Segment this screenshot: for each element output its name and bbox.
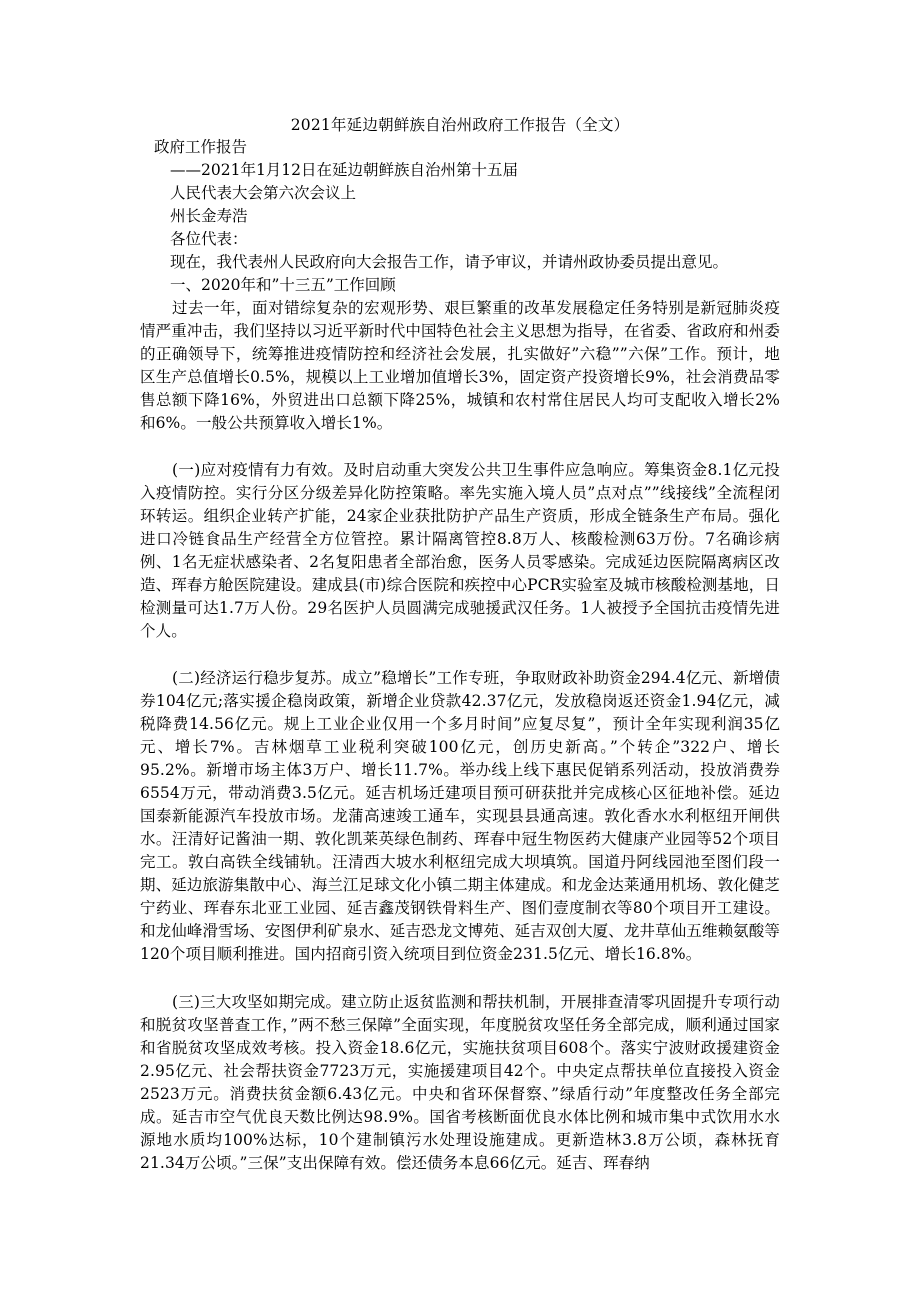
paragraph-overview: 过去一年，面对错综复杂的宏观形势、艰巨繁重的改革发展稳定任务特别是新冠肺炎疫情严重冲击，我们坚持以习近平新时代中国特色社会主义思想为指导，在省委、省政府和州委的正确领导下，统筹推进疫情防控和经济社会发展，扎实做好”六稳””六保”工作。预计，地区生产总值增长0.5%，规模以上工业增加值增长3%，固定资产投资增长9%，社会消费品零售总额下降16%，外贸进出口总额下降25%，城镇和农村常住居民人均可支配收入增长2%和6%。一般公共预算收入增长1%。 xyxy=(140,299,780,432)
section-heading: 一、2020年和”十三五”工作回顾 xyxy=(170,276,396,294)
paragraph-three-battles: (三)三大攻坚如期完成。建立防止返贫监测和帮扶机制，开展排查清零巩固提升专项行动和脱贫攻坚普查工作，”两不愁三保障”全面实现，年度脱贫攻坚任务全部完成，顺利通过国家和省脱贫攻坚成效考核。投入资金18.6亿元，实施扶贫项目608个。落实宁波财政援建资金2.95亿元、社会帮扶资金7723万元，实施援建项目42个。中央定点帮扶单位直接投入资金2523万元。消费扶贫金额6.43亿元。中央和省环保督察、”绿盾行动”年度整改任务全部完成。延吉市空气优良天数比例达98.9%。国省考核断面优良水体比例和城市集中式饮用水水源地水质均100%达标，10个建制镇污水处理设施建成。更新造林3.8万公顷，森林抚育21.34万公顷。”三保”支出保障有效。偿还债务本息66亿元。延吉、珲春纳 xyxy=(140,993,780,1172)
document-title: 2021年延边朝鲜族自治州政府工作报告（全文） xyxy=(290,116,630,134)
intro-paragraph: 现在，我代表州人民政府向大会报告工作，请予审议，并请州政协委员提出意见。 xyxy=(170,253,729,271)
salutation: 各位代表： xyxy=(170,230,248,248)
report-heading: 政府工作报告 xyxy=(154,138,248,156)
paragraph-economic-recovery: (二)经济运行稳步复苏。成立”稳增长”工作专班，争取财政补助资金294.4亿元、新增债券104亿元;落实援企稳岗政策，新增企业贷款42.37亿元，发放稳岗返还资金1.94亿元，减税降费14.56亿元。规上工业企业仅用一个多月时间”应复尽复”，预计全年实现利润35亿元、增长7%。吉林烟草工业税利突破100亿元，创历史新高。”个转企”322户、增长95.2%。新增市场主体3万户、增长11.7%。举办线上线下惠民促销系列活动，投放消费券6554万元，带动消费3.5亿元。延吉机场迁建项目预可研获批并完成核心区征地补偿。延边国泰新能源汽车投放市场。龙蒲高速竣工通车，实现县县通高速。敦化香水水利枢纽开闸供水。汪清好记酱油一期、敦化凯莱英绿色制药、珲春中冠生物医药大健康产业园等52个项目完工。敦白高铁全线铺轨。汪清西大坡水利枢纽完成大坝填筑。国道丹阿线园池至图们段一期、延边旅游集散中心、海兰江足球文化小镇二期主体建成。和龙金达莱通用机场、敦化健芝宁药业、珲春东北亚工业园、延吉鑫茂钢铁骨料生产、图们壹度制衣等80个项目开工建设。和龙仙峰滑雪场、安图伊利矿泉水、延吉恐龙文博苑、延吉双创大厦、龙井草仙五维赖氨酸等120个项目顺利推进。国内招商引资入统项目到位资金231.5亿元、增长16.8%。 xyxy=(140,669,780,963)
paragraph-epidemic-response: (一)应对疫情有力有效。及时启动重大突发公共卫生事件应急响应。筹集资金8.1亿元投入疫情防控。实行分区分级差异化防控策略。率先实施入境人员”点对点””线接线”全流程闭环转运。组织企业转产扩能，24家企业获批防护产品生产资质，形成全链条生产布局。强化进口冷链食品生产经营全方位管控。累计隔离管控8.8万人、核酸检测63万份。7名确诊病例、1名无症状感染者、2名复阳患者全部治愈，医务人员零感染。完成延边医院隔离病区改造、珲春方舱医院建设。建成县(市)综合医院和疾控中心PCR实验室及城市核酸检测基地，日检测量可达1.7万人份。29名医护人员圆满完成驰援武汉任务。1人被授予全国抗击疫情先进个人。 xyxy=(140,461,780,640)
report-subtitle-line1: ——2021年1月12日在延边朝鲜族自治州第十五届 xyxy=(170,161,519,179)
report-author: 州长金寿浩 xyxy=(170,207,248,225)
report-subtitle-line2: 人民代表大会第六次会议上 xyxy=(170,184,357,202)
